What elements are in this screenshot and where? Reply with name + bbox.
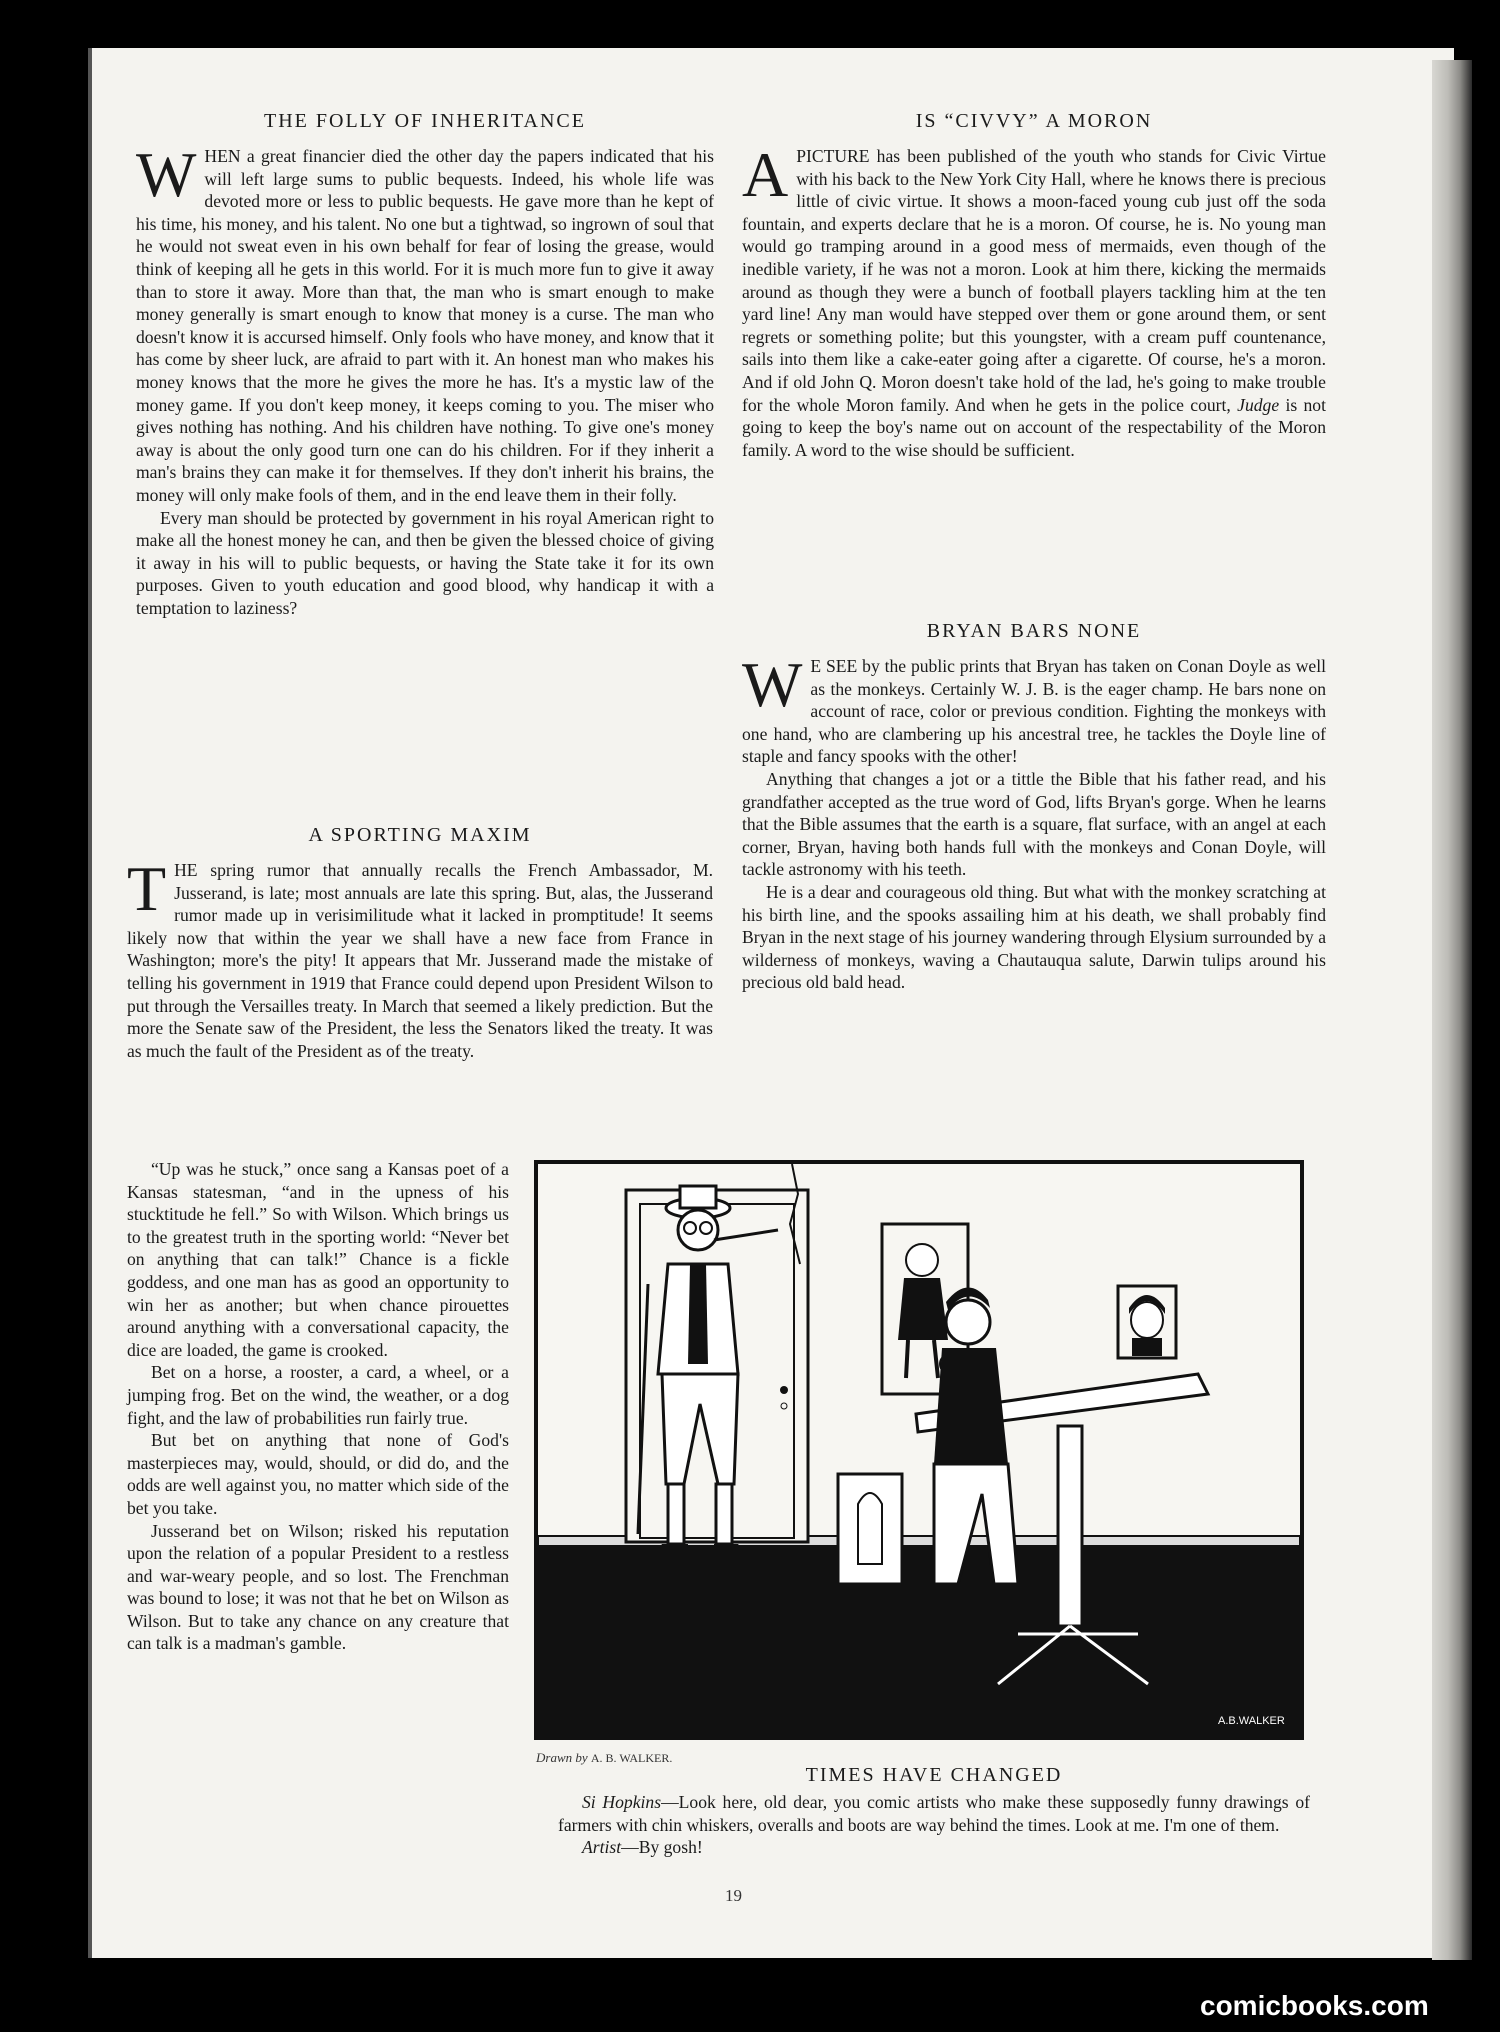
- caption-text1: —Look here, old dear, you comic artists who make these supposedly funny drawings of farmers with chin whiskers, overalls and boots are way behind the times. Look at me. I'm one of them.: [558, 1792, 1310, 1835]
- bryan-lead: [742, 649, 1326, 768]
- maxim-lead-text: HE spring rumor that annually recalls the French Ambassador, M. Jusserand, is late; most annuals are late this spring. But, alas, the Jusserand rumor made up in verisimilitude what it lacked in promptitude! It seems likely now that within the year we shall have a new face from France in Washington; more's the pity! It appears that Mr. Jusserand made the mistake of telling his government in 1919 that France could depend upon President Wilson to put through the Versailles treaty. In March that seemed a likely prediction. But the more the Senate saw of the President, the less the Senators liked the treaty. It was as much the fault of the President as of the treaty.: [127, 860, 713, 1061]
- moron-lead: [742, 139, 1326, 461]
- moron-drop-cap: A: [742, 139, 789, 210]
- page-edge: [1432, 60, 1472, 1960]
- artist-signature: A.B.WALKER: [1218, 1715, 1285, 1727]
- watermark: comicbooks.com: [1200, 1990, 1429, 2021]
- maxim-para2: “Up was he stuck,” once sang a Kansas poet of a Kansas statesman, “and in the upness of his stucktitude he fell.” So with Wilson. Which brings us to the greatest truth in the sporting world: “Never bet on anything that can talk!” Chance is a fickle goddess, and one man has as good an opportunity to win her as another; but when chance pirouettes around anything with a conversational capacity, the dice are loaded, the game is crooked.: [127, 1159, 509, 1360]
- article-maxim: [127, 824, 713, 1062]
- folly-lead-text: HEN a great financier died the other day the papers indicated that his will left large sums to public bequests. Indeed, his whole life was devoted more or less to public bequests. He gave more than he kept of his time, his money, and his talent. No one but a tightwad, so ingrown of soul that he would not sweat even in his own behalf for fear of losing the grease, would think of keeping all he gets in this world. For it is much more fun to give it away than to store it away. More than that, the man who is smart enough to make money generally is smart enough to know that money is a curse. The man who doesn't know it is accursed himself. Only fools who have money, and know that it has come by sheer luck, are afraid to part with it. An honest man who makes his money knows that the more he gives the more he has. It's a mystic law of the money game. If you don't keep money, it keeps coming to you. The miser who gives nothing has nothing. And his children have nothing. To give one's money away is about the only good turn one can do his children. For if they inherit a man's brains they can make it for themselves. If they don't inherit his brains, the money will only make fools of them, and in the end leave them in their folly.: [136, 146, 714, 505]
- caption-text2: —By gosh!: [621, 1837, 703, 1858]
- credit-name: A. B. WALKER.: [590, 1751, 673, 1765]
- folly-lead: [136, 139, 714, 507]
- caption-speaker1: Si Hopkins: [582, 1792, 662, 1812]
- article-folly: [136, 110, 714, 619]
- folly-heading: THE FOLLY OF INHERITANCE: [264, 110, 586, 132]
- wall-portrait: [1118, 1286, 1176, 1358]
- article-moron: [742, 110, 1326, 461]
- stool: [838, 1474, 902, 1584]
- floor: [538, 1544, 1300, 1736]
- maxim-continued: [127, 1158, 509, 1655]
- maxim-heading: A SPORTING MAXIM: [308, 824, 532, 846]
- folly-para2: Every man should be protected by government in his royal American right to make all the honest money he can, and then be given the blessed choice of giving it away in his will to public bequests, or having the State take it for its own purposes. Given to youth education and good blood, why handicap it with a temptation to laziness?: [136, 507, 714, 618]
- page-number: 19: [725, 1886, 742, 1905]
- caption-line2: [558, 1836, 1310, 1859]
- moron-lead-rest: is not going to keep the boy's name out on account of the respectability of the Moron family. A word to the wise should be sufficient.: [742, 394, 1326, 460]
- caption-line1: [558, 1791, 1310, 1836]
- bryan-drop-cap: W: [742, 649, 803, 720]
- folly-drop-cap: W: [136, 139, 197, 210]
- maxim-drop-cap: T: [127, 853, 167, 924]
- maxim-para5: Jusserand bet on Wilson; risked his reputation upon the relation of a popular President to a restless and war-weary people, and so lost. The Frenchman was bound to lose; it was not that he bet on Wilson as Wilson. But to take any chance on any creature that can talk is a madman's gamble.: [127, 1520, 509, 1654]
- moron-lead-text: PICTURE has been published of the youth who stands for Civic Virtue with his back to the New York City Hall, where he knows there is precious little of civic virtue. It shows a moon-faced young cub just off the soda fountain, and experts declare that he is a moron. Of course, he is. No young man would go tramping around in a good mess of mermaids, even though of the inedible variety, if he was not a moron. Look at him there, kicking the mermaids around as though they were a bunch of football players tackling him at the ten yard line! Any man would have stepped over them or gone around them, or sent regrets or something polite; but this youngster, with a cream puff countenance, sails into them like a cake-eater going after a cigarette. Of course, he's a moron. And if old John Q. Moron doesn't take hold of the lad, he's going to make trouble for the whole Moron family. And when he gets in the police court,: [742, 146, 1326, 415]
- maxim-lead: [127, 853, 713, 1062]
- bryan-heading: BRYAN BARS NONE: [926, 620, 1142, 642]
- cartoon-caption: [558, 1764, 1310, 1859]
- bryan-lead-text: E SEE by the public prints that Bryan has taken on Conan Doyle as well as the monkeys. Certainly W. J. B. is the eager champ. He bars none on account of race, color or previous condition. Fighting the monkeys with one hand, who are clambering up his ancestral tree, he tackles the Doyle line of staple and fancy spooks with the other!: [742, 656, 1326, 767]
- credit-prefix: Drawn by: [536, 1750, 588, 1765]
- bryan-para3: He is a dear and courageous old thing. But what with the monkey scratching at his birth line, and the spooks assailing him at his death, we shall probably find Bryan in the next stage of his journey wandering through Elysium surrounded by a wilderness of monkeys, waving a Chautauqua salute, Darwin tulips around his precious old bald head.: [742, 881, 1326, 993]
- moron-heading: IS “CIVVY” A MORON: [915, 110, 1153, 132]
- cartoon-drawing: [538, 1164, 1300, 1736]
- caption-speaker2: Artist: [582, 1837, 622, 1858]
- cartoon-illustration: [534, 1160, 1304, 1740]
- maxim-para4: But bet on anything that none of God's masterpieces may, would, should, or did do, and the odds are well against you, no matter which side of the bet you take.: [127, 1430, 509, 1518]
- caption-heading: TIMES HAVE CHANGED: [805, 1764, 1063, 1786]
- article-bryan: [742, 620, 1326, 994]
- bryan-para2: Anything that changes a jot or a tittle the Bible that his father read, and his grandfather accepted as the true word of God, lifts Bryan's gorge. When he learns that the Bible assumes that the earth is a square, flat surface, with an angel at each corner, Bryan, having both hands full with the monkeys and Conan Doyle, will tackle astronomy with his teeth.: [742, 768, 1326, 880]
- maxim-para3: Bet on a horse, a rooster, a card, a wheel, or a jumping frog. Bet on the wind, the weather, or a dog fight, and the law of probabilities run fairly true.: [127, 1362, 509, 1428]
- moron-judge-italic: Judge: [1237, 394, 1280, 415]
